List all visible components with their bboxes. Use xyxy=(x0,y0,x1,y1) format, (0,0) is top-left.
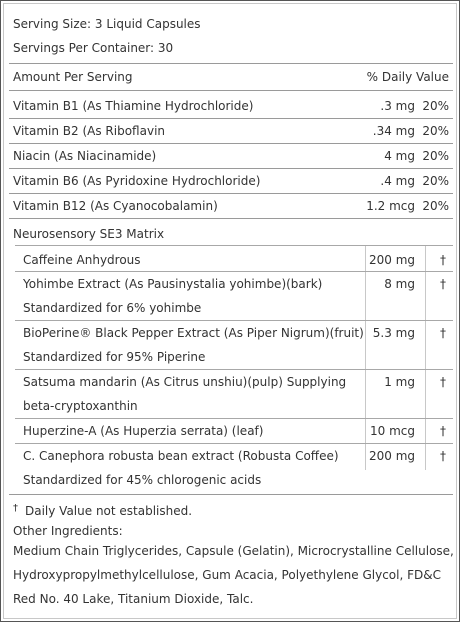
ingredient-daily-value: † xyxy=(440,375,446,389)
nutrient-amount: 4 mg xyxy=(384,149,415,163)
nutrient-daily-value: 20% xyxy=(422,149,449,163)
daily-value-header: % Daily Value xyxy=(366,70,449,84)
divider xyxy=(9,218,453,219)
divider xyxy=(9,494,453,495)
nutrient-daily-value: 20% xyxy=(422,199,449,213)
nutrient-name: Vitamin B1 (As Thiamine Hydrochloride) xyxy=(13,99,254,113)
other-ingredients-text: Red No. 40 Lake, Titanium Dioxide, Talc. xyxy=(13,592,254,606)
nutrient-amount: .34 mg xyxy=(372,124,415,138)
divider xyxy=(15,245,453,246)
divider xyxy=(15,271,453,272)
ingredient-amount: 5.3 mg xyxy=(372,326,415,340)
divider xyxy=(9,118,453,119)
servings-per-container: Servings Per Container: 30 xyxy=(13,41,174,55)
ingredient-standardization: beta-cryptoxanthin xyxy=(23,399,138,413)
ingredient-standardization: Standardized for 6% yohimbe xyxy=(23,301,202,315)
ingredient-amount: 1 mg xyxy=(384,375,415,389)
nutrient-daily-value: 20% xyxy=(422,99,449,113)
ingredient-daily-value: † xyxy=(440,326,446,340)
other-ingredients-text: Hydroxypropylmethylcellulose, Gum Acacia, Polyethylene Glycol, FD&C xyxy=(13,568,441,582)
ingredient-daily-value: † xyxy=(440,253,446,267)
nutrient-daily-value: 20% xyxy=(422,174,449,188)
ingredient-amount: 200 mg xyxy=(368,449,415,463)
footnote-text: Daily Value not established. xyxy=(25,504,193,518)
serving-size: Serving Size: 3 Liquid Capsules xyxy=(13,17,201,31)
ingredient-name: C. Canephora robusta bean extract (Robusta Coffee) xyxy=(23,449,339,463)
nutrient-name: Vitamin B6 (As Pyridoxine Hydrochloride) xyxy=(13,174,261,188)
ingredient-name: BioPerine® Black Pepper Extract (As Piper Nigrum)(fruit) xyxy=(23,326,364,340)
ingredient-daily-value: † xyxy=(440,424,446,438)
ingredient-amount: 200 mg xyxy=(368,253,415,267)
column-separator xyxy=(425,246,426,470)
matrix-title: Neurosensory SE3 Matrix xyxy=(13,227,165,241)
nutrient-daily-value: 20% xyxy=(422,124,449,138)
divider xyxy=(9,143,453,144)
nutrient-name: Vitamin B12 (As Cyanocobalamin) xyxy=(13,199,218,213)
divider xyxy=(15,320,453,321)
divider xyxy=(15,369,453,370)
amount-per-serving-header: Amount Per Serving xyxy=(13,70,133,84)
column-separator xyxy=(365,246,366,470)
ingredient-name: Caffeine Anhydrous xyxy=(23,253,141,267)
divider xyxy=(15,443,453,444)
ingredient-name: Yohimbe Extract (As Pausinystalia yohimbe)(bark) xyxy=(23,277,323,291)
nutrient-name: Niacin (As Niacinamide) xyxy=(13,149,157,163)
divider xyxy=(9,90,453,91)
dagger-symbol: † xyxy=(13,503,18,514)
divider xyxy=(9,168,453,169)
ingredient-standardization: Standardized for 45% chlorogenic acids xyxy=(23,473,262,487)
nutrient-amount: .3 mg xyxy=(380,99,415,113)
ingredient-standardization: Standardized for 95% Piperine xyxy=(23,350,206,364)
nutrient-amount: 1.2 mcg xyxy=(366,199,415,213)
other-ingredients-label: Other Ingredients: xyxy=(13,524,123,538)
ingredient-daily-value: † xyxy=(440,449,446,463)
ingredient-name: Huperzine-A (As Huperzia serrata) (leaf) xyxy=(23,424,264,438)
other-ingredients-text: Medium Chain Triglycerides, Capsule (Gelatin), Microcrystalline Cellulose, xyxy=(13,544,454,558)
ingredient-name: Satsuma mandarin (As Citrus unshiu)(pulp) Supplying xyxy=(23,375,347,389)
nutrient-name: Vitamin B2 (As Riboflavin xyxy=(13,124,166,138)
divider xyxy=(15,418,453,419)
ingredient-amount: 10 mcg xyxy=(370,424,415,438)
ingredient-amount: 8 mg xyxy=(384,277,415,291)
divider xyxy=(9,63,453,64)
divider xyxy=(9,193,453,194)
ingredient-daily-value: † xyxy=(440,277,446,291)
nutrient-amount: .4 mg xyxy=(380,174,415,188)
